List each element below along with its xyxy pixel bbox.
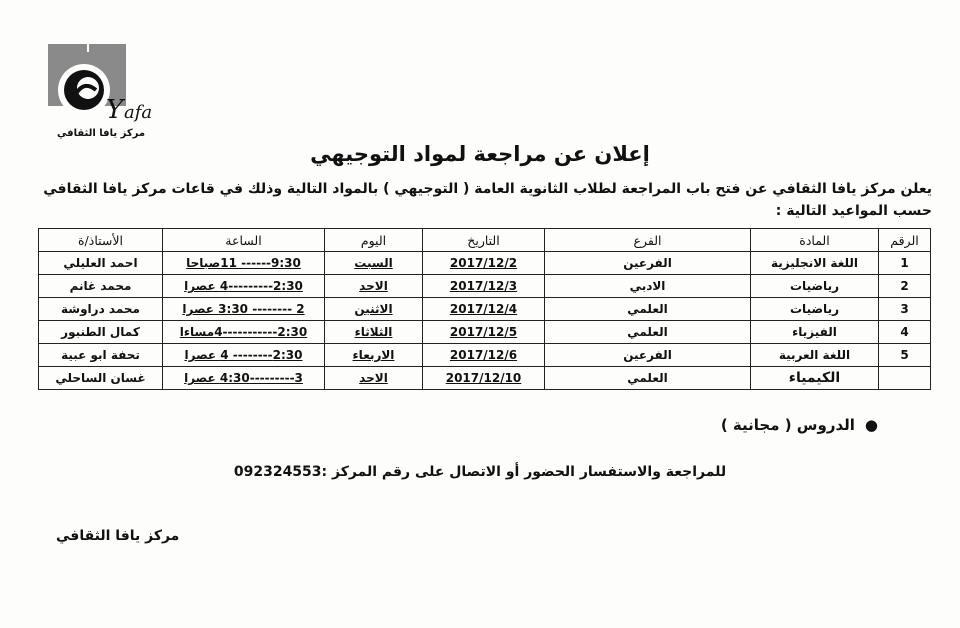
table-row: [39, 321, 931, 344]
cell-date: [423, 298, 545, 321]
cell-num: 2: [879, 275, 931, 298]
cell-teacher: تحفة ابو عبية: [39, 344, 163, 367]
cell-time: [163, 298, 325, 321]
date-text: 2017/12/2: [449, 256, 518, 270]
cell-time: [163, 321, 325, 344]
header-day: اليوم: [325, 229, 423, 252]
cell-day: [325, 298, 423, 321]
cell-day: [325, 344, 423, 367]
date-text: 2017/12/3: [449, 279, 518, 293]
cell-num: 5: [879, 344, 931, 367]
cell-date: [423, 344, 545, 367]
day-text: الاربعاء: [352, 348, 395, 362]
bullet-icon: ●: [864, 416, 878, 434]
header-branch: الفرع: [545, 229, 751, 252]
day-text: السبت: [354, 256, 393, 270]
cell-date: [423, 275, 545, 298]
cell-teacher: محمد غانم: [39, 275, 163, 298]
lessons-note-text: الدروس ( مجانية ): [720, 416, 855, 434]
cell-num: 3: [879, 298, 931, 321]
cell-branch: العلمي: [545, 367, 751, 390]
cell-branch: الادبي: [545, 275, 751, 298]
cell-day: [325, 252, 423, 275]
cell-day: [325, 321, 423, 344]
date-text: 2017/12/5: [449, 325, 518, 339]
table-row: [39, 252, 931, 275]
date-text: 2017/12/6: [449, 348, 518, 362]
header-time: الساعة: [163, 229, 325, 252]
table-row: [39, 367, 931, 390]
logo-mark-icon: [48, 44, 154, 136]
cell-num: [879, 367, 931, 390]
header-subject: المادة: [751, 229, 879, 252]
date-text: 2017/12/10: [445, 371, 522, 385]
cell-time: [163, 252, 325, 275]
cell-branch: العلمي: [545, 298, 751, 321]
lessons-note: [721, 416, 878, 434]
cell-num: 1: [879, 252, 931, 275]
cell-subject: الفيزياء: [751, 321, 879, 344]
cell-subject: اللغة العربية: [751, 344, 879, 367]
time-text: 3---------4:30 عصرا: [184, 371, 303, 385]
svg-text:afa: afa: [124, 102, 153, 123]
schedule-table: [38, 228, 931, 390]
svg-text:Y: Y: [106, 95, 124, 125]
cell-branch: الفرعين: [545, 344, 751, 367]
header-date: التاريخ: [423, 229, 545, 252]
cell-num: 4: [879, 321, 931, 344]
cell-teacher: محمد دراوشة: [39, 298, 163, 321]
cell-day: [325, 367, 423, 390]
time-text: 2:30-----------4مساءا: [179, 325, 308, 339]
cell-time: [163, 367, 325, 390]
cell-date: [423, 367, 545, 390]
cell-date: [423, 252, 545, 275]
day-text: الاحد: [359, 279, 388, 293]
signature: مركز يافا الثقافي: [56, 528, 180, 544]
cell-date: [423, 321, 545, 344]
day-text: الاثنين: [354, 302, 393, 316]
time-text: 2:30-------- 4 عصرا: [184, 348, 303, 362]
cell-teacher: احمد العليلي: [39, 252, 163, 275]
cell-branch: الفرعين: [545, 252, 751, 275]
date-text: 2017/12/4: [449, 302, 518, 316]
cell-time: [163, 344, 325, 367]
contact-line: للمراجعة والاستفسار الحضور أو الاتصال على رقم المركز :092324553: [233, 464, 727, 480]
cell-teacher: كمال الطنبور: [39, 321, 163, 344]
page-title: إعلان عن مراجعة لمواد التوجيهي: [310, 142, 650, 166]
table-row: [39, 275, 931, 298]
table-row: [39, 298, 931, 321]
cell-day: [325, 275, 423, 298]
day-text: الاحد: [359, 371, 388, 385]
logo-caption: مركز يافا الثقافي: [56, 128, 146, 139]
header-num: الرقم: [879, 229, 931, 252]
table-row: [39, 344, 931, 367]
cell-subject: الكيمياء: [751, 367, 879, 390]
time-text: 2 -------- 3:30 عصرا: [182, 302, 305, 316]
header-teacher: الأستاذ/ة: [39, 229, 163, 252]
cell-time: [163, 275, 325, 298]
cell-subject: اللغة الانجليزية: [751, 252, 879, 275]
day-text: الثلاثاء: [354, 325, 393, 339]
table-header-row: [39, 229, 931, 252]
cell-branch: العلمي: [545, 321, 751, 344]
cell-subject: رياضيات: [751, 275, 879, 298]
time-text: 2:30---------4 عصرا: [184, 279, 303, 293]
time-text: 9:30------ 11صباحا: [186, 256, 301, 270]
cell-teacher: غسان الساحلي: [39, 367, 163, 390]
cell-subject: رياضيات: [751, 298, 879, 321]
intro-paragraph: يعلن مركز يافا الثقافي عن فتح باب المراجعة لطلاب الثانوية العامة ( التوجيهي ) بالمواد التالية وذلك في قاعات مركز يافا الثقافي حسب المواعيد التالية :: [43, 181, 932, 219]
